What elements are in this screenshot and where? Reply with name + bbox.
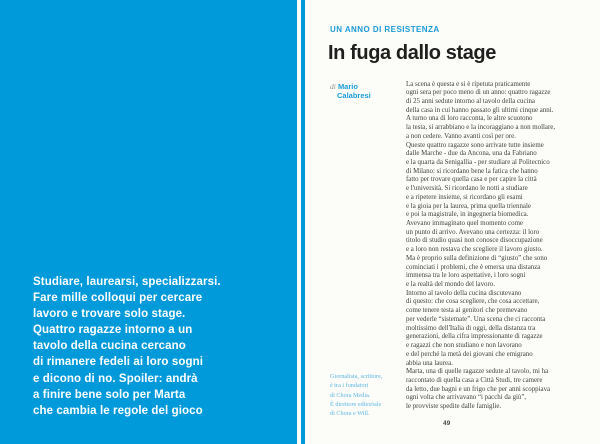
standfirst-line: Studiare, laurearsi, specializzarsi. [33, 276, 221, 288]
body-text-line: fatto per trovare quella casa e per capire la città [406, 176, 537, 184]
body-text-line: di Milano: si ricordano bene la fatica che hanno [406, 167, 538, 175]
byline [330, 83, 371, 101]
standfirst-line: tavolo della cucina cercano [33, 340, 186, 353]
body-text-line: La scena è questa e si è ripetuta praticamente [406, 80, 531, 88]
body-text-line: Queste quattro ragazze sono arrivate tutte insieme [406, 141, 544, 149]
byline-first-name: Mario [337, 82, 358, 91]
body-text-line: e a ripetere insieme, si ricordano gli esami [406, 193, 523, 201]
body-text-line: e poi la magistrale, in ingegneria biomedica. [406, 211, 529, 219]
standfirst-line: che cambia le regole del gioco [33, 404, 203, 417]
body-text-line: per vederle “sistemate”. Una scena che ci racconta [406, 315, 546, 323]
standfirst-line: a finire bene solo per Marta [33, 388, 186, 401]
author-bio-line: È direttore editoriale [330, 400, 382, 408]
byline-prefix: di [330, 82, 336, 91]
body-text-line: e la realtà del mondo del lavoro. [406, 281, 495, 289]
body-text-line: generazioni, della cifra impressionante di ragazze [406, 333, 543, 341]
body-text-line: e ragazzi che non studiano e non lavorano [406, 342, 522, 350]
body-text-line: e a loro non restava che scegliere il lavoro giusto. [406, 246, 543, 254]
gutter-stripe [301, 0, 305, 444]
body-text-line: della casa in cui hanno passato gli ultimi cinque anni. [406, 106, 554, 114]
author-bio-line: di Chora e Will. [330, 410, 370, 418]
body-text-line: come tenere testa ai genitori che premevano [406, 307, 528, 315]
body-text-line: la testa, si arrabbiano e la incoraggiano a non mollare, [406, 124, 556, 132]
body-text-line: di 25 anni sedute intorno al tavolo della cucina [406, 97, 535, 105]
body-text-line: e del perché la metà dei giovani che emigrano [406, 350, 533, 358]
body-text-line: Ma è proprio sulla definizione di “giusto” che sono [406, 254, 548, 262]
article-body-column [406, 81, 588, 412]
standfirst-line: lavoro e trovare solo stage. [33, 308, 186, 321]
body-text-line: moltissimo dell'Italia di oggi, della distanza tra [406, 324, 536, 332]
body-text-line: A turno una di loro racconta, le altre scuotono [406, 115, 533, 123]
kicker: UN ANNO DI RESISTENZA [330, 25, 440, 34]
standfirst-line: di rimanere fedeli ai loro sogni [33, 356, 203, 369]
body-text-line: le provviste spedite dalle famiglie. [406, 403, 502, 411]
author-bio-line: di Chora Media. [330, 391, 371, 399]
body-text-line: e la gioia per la laurea, prima quella triennale [406, 202, 531, 210]
author-bio-line: Giornalista, scrittore, [330, 373, 383, 380]
standfirst-line: Fare mille colloqui per cercare [33, 292, 203, 305]
page-number: 49 [443, 420, 451, 427]
standfirst-line: Quattro ragazze intorno a un [33, 324, 193, 337]
standfirst-line: e dicono di no. Spoiler: andrà [33, 372, 198, 385]
body-text-line: dalle Marche - due da Ancona, una da Fabriano [406, 150, 537, 158]
body-text-line: un punto di arrivo. Avevano una certezza: il loro [406, 228, 540, 236]
body-text-line: raccontato di quella casa a Città Studi, tre camere [406, 376, 543, 384]
body-text-line: abbia una laurea. [406, 359, 453, 367]
body-text-line: cominciati i problemi, che è emersa una distanza [406, 263, 541, 271]
article-title: In fuga dallo stage [328, 42, 496, 64]
body-text-line: immensa tra le loro aspettative, i loro sogni [406, 272, 526, 280]
author-bio [330, 372, 382, 418]
body-text-line: ogni volta che arrivavano “i pacchi da giù”, [406, 394, 527, 402]
byline-last-name: Calabresi [337, 90, 371, 100]
author-bio-line: è tra i fondatori [330, 382, 369, 390]
body-text-line: Marta, una di quelle ragazze sedute al tavolo, mi ha [406, 368, 549, 376]
body-text-line: Intorno al tavolo della cucina discutevano [406, 289, 522, 297]
body-text-line: ogni sera per poco meno di un anno: quattro ragazze [406, 89, 551, 97]
body-text-line: da letto, due bagni e un frigo che per anni scoppiava [406, 385, 551, 393]
body-text-line: e la quarta da Senigallia - per studiare al Politecnico [406, 158, 550, 166]
body-text-line: e l'università. Si ricordano le notti a studiare [406, 185, 528, 193]
body-text-line: Avevano immaginato quel momento come [406, 220, 523, 227]
body-text-line: di questo: che cosa scegliere, che cosa accettare, [406, 298, 540, 306]
body-text-line: a non cedere. Vanno avanti così per ore. [406, 132, 516, 140]
standfirst [33, 274, 221, 419]
body-text-line: titolo di studio quasi non conosce disoccupazione [406, 237, 543, 245]
